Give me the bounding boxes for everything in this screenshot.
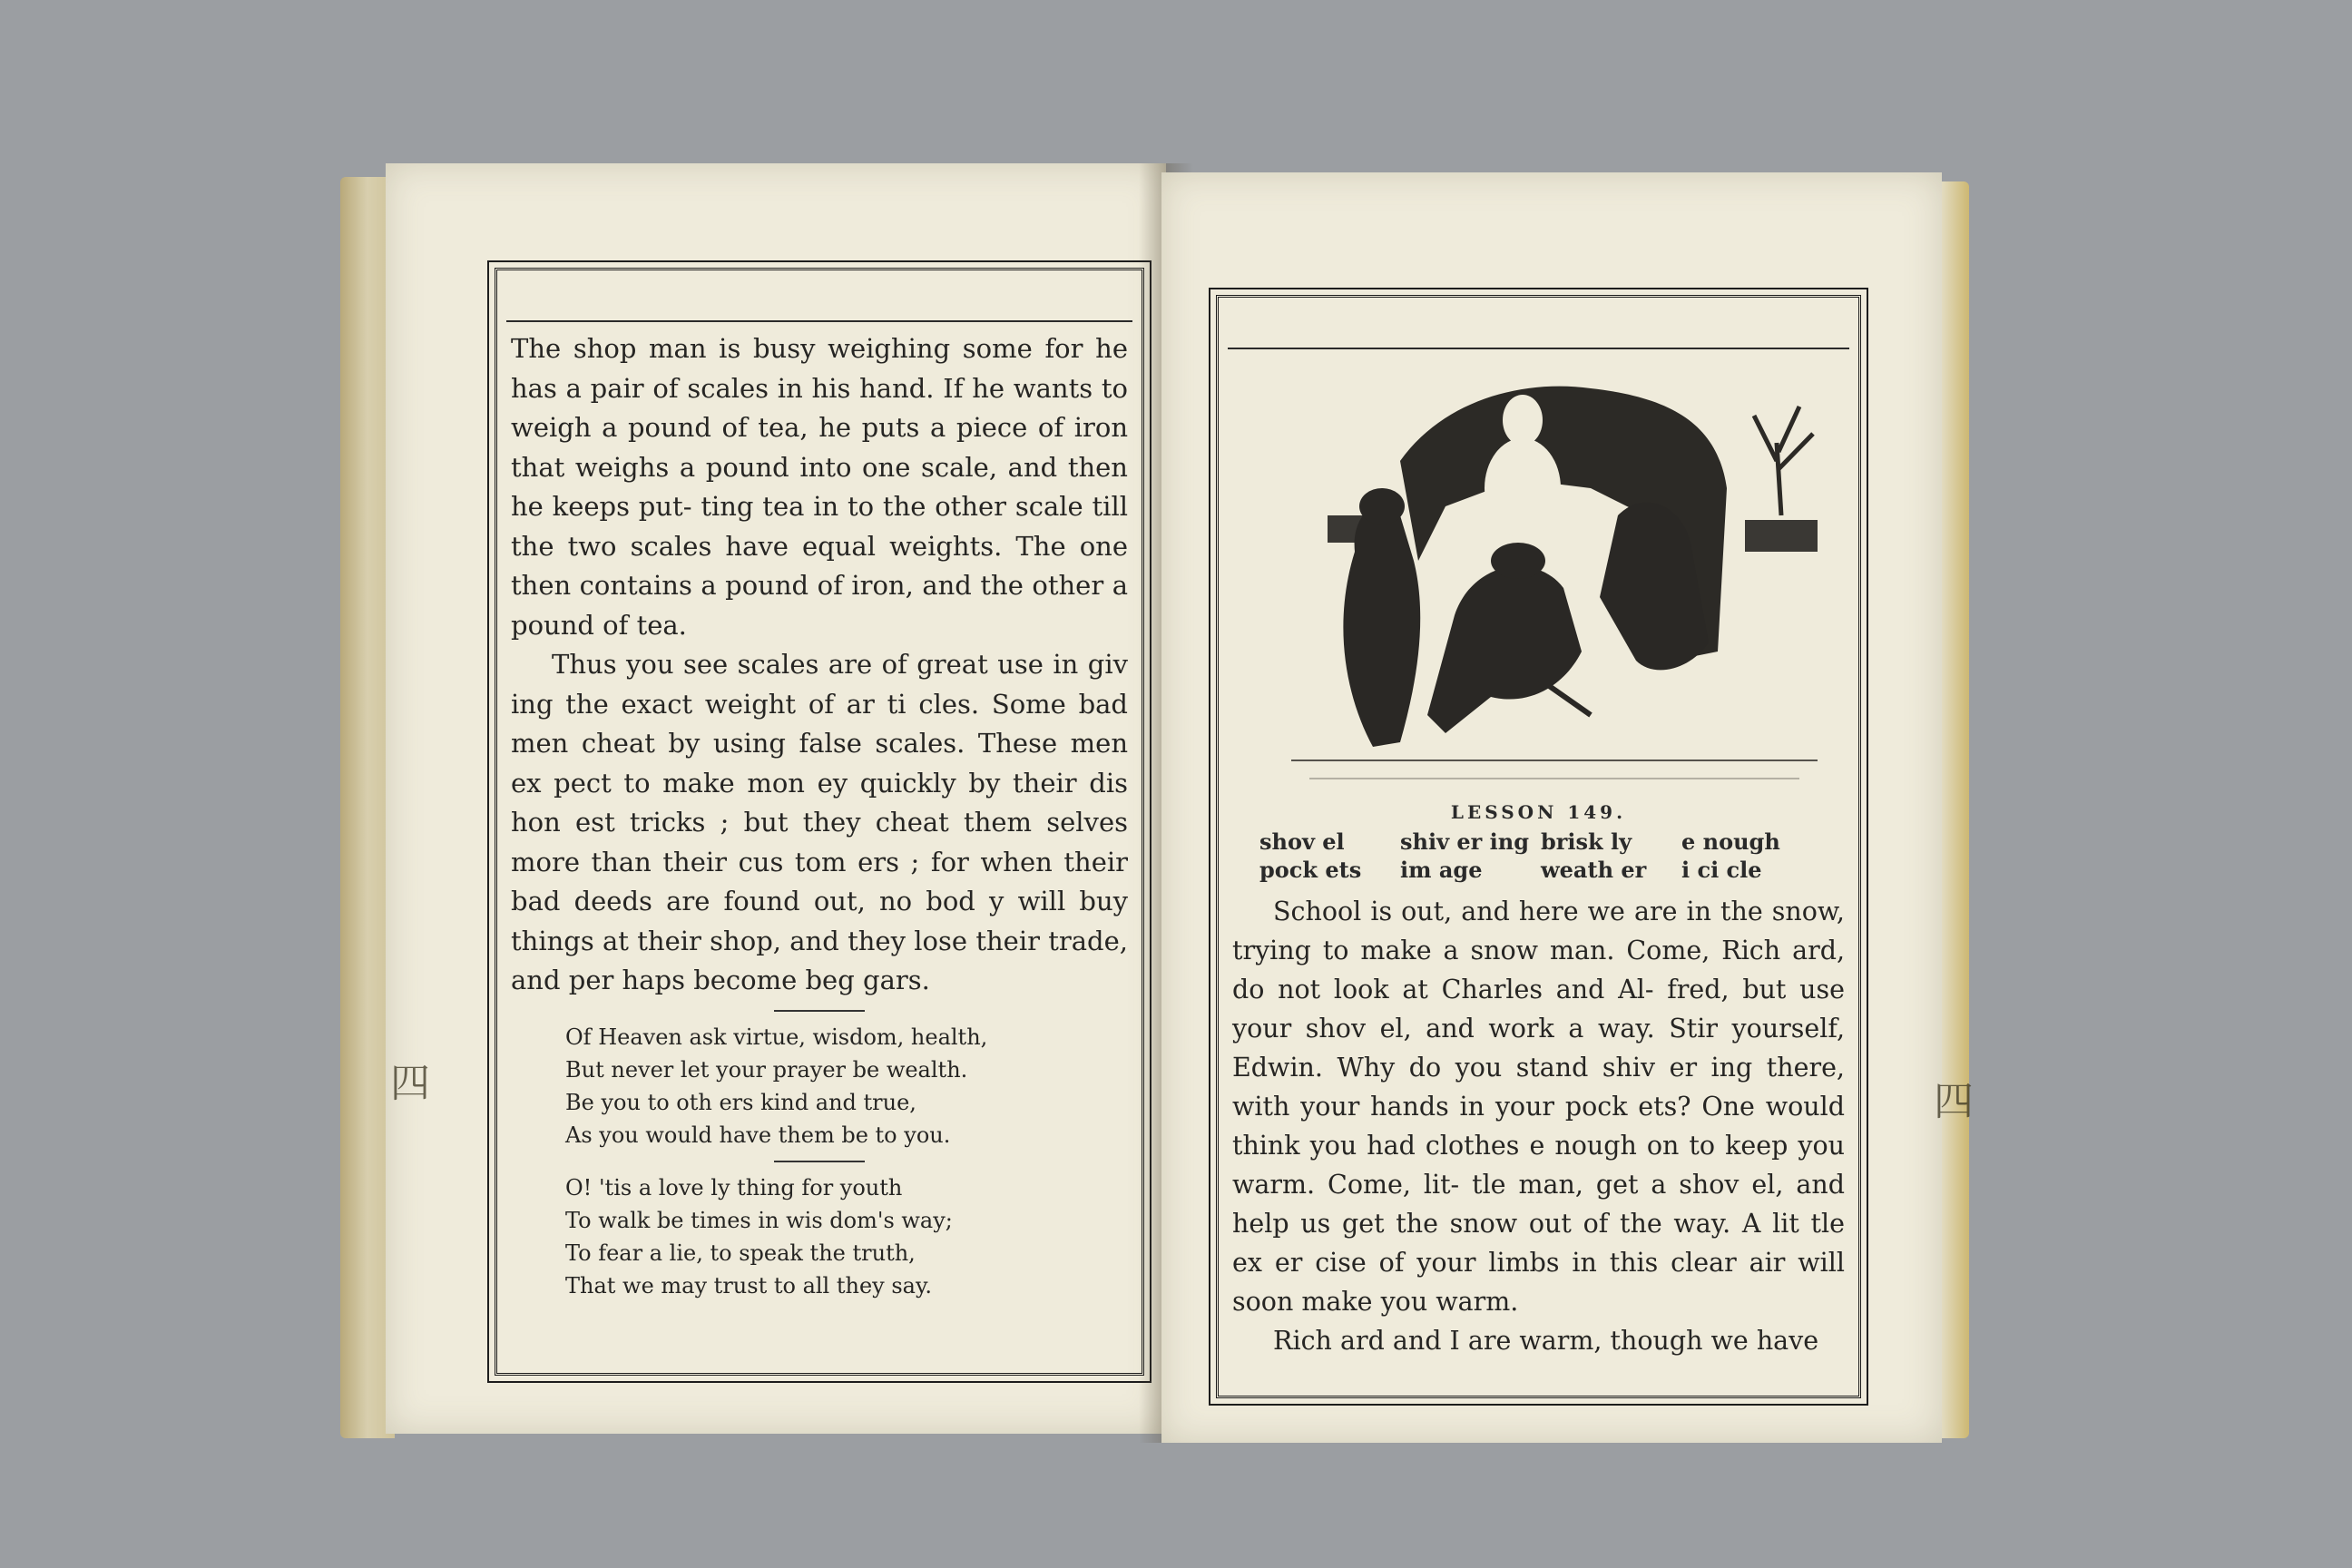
- vocab-word: pock ets: [1259, 857, 1362, 883]
- poem-divider-1: [774, 1010, 865, 1012]
- poem-divider-2: [774, 1161, 865, 1162]
- vocab-word: i ci cle: [1681, 857, 1762, 883]
- right-page-side-mark: 四: [1926, 1080, 1973, 1120]
- left-page-frame: [495, 268, 1144, 1376]
- left-paragraph-2: Thus you see scales are of great use in giv ing the exact weight of ar ti cles. Some bad men cheat by using false scales. These men ex pect to make mon ey quickly by their dis hon est tricks ; but they cheat them selves more than their cus tom ers ; for when their bad deeds are found out, no bod y will buy things at their shop, and they lose their trade, and per haps become beg gars.: [511, 649, 1128, 995]
- right-page-frame: [1216, 295, 1861, 1398]
- poem-2-line-1: O! 'tis a love ly thing for youth: [565, 1174, 903, 1200]
- poem-1-line-2: But never let your prayer be wealth.: [565, 1056, 968, 1083]
- vocab-word: im age: [1400, 857, 1483, 883]
- vocabulary-list: [1259, 828, 1822, 883]
- left-paragraph-1: The shop man is busy weighing some for he has a pair of scales in his hand. If he wants to weigh a pound of tea, he puts a piece of iron that weighs a pound into one scale, and then he keeps put- ting tea in to the other scale till the two scales have equal weights. The one then contains a pound of iron, and the other a pound of tea.: [511, 333, 1128, 641]
- left-header-rule: [506, 320, 1132, 322]
- vocab-word: shiv er ing: [1400, 828, 1529, 855]
- poem-1: [565, 1021, 1128, 1152]
- left-page: [383, 163, 1166, 1434]
- poem-1-line-1: Of Heaven ask virtue, wisdom, health,: [565, 1024, 988, 1050]
- lesson-title: LESSON 149.: [1450, 801, 1627, 823]
- right-paragraph-1: School is out, and here we are in the snow, trying to make a snow man. Come, Rich ard, do not look at Charles and Al- fred, but use your shov el, and work a way. Stir yourself, Edwin. Why do you stand shiv er ing there, with your hands in your pock ets? One would think you had clothes e nough on to keep you warm. Come, lit- tle man, get a shov el, and help us get the snow out of the way. A lit tle ex er cise of your limbs in this clear air will soon make you warm.: [1232, 897, 1845, 1317]
- right-paragraph-2: Rich ard and I are warm, though we have: [1273, 1326, 1819, 1356]
- right-page: [1161, 172, 1973, 1443]
- vocab-word: weath er: [1541, 857, 1647, 883]
- poem-1-line-3: Be you to oth ers kind and true,: [565, 1089, 916, 1115]
- open-book: [340, 163, 1973, 1452]
- snowman-woodcut-illustration: [1291, 379, 1818, 797]
- right-header-rule: [1228, 348, 1849, 349]
- vocab-word: shov el: [1259, 828, 1345, 855]
- poem-1-line-4: As you would have them be to you.: [565, 1122, 951, 1148]
- poem-2-line-3: To fear a lie, to speak the truth,: [565, 1240, 916, 1266]
- vocab-word: e nough: [1681, 828, 1780, 855]
- poem-2-line-4: That we may trust to all they say.: [565, 1272, 932, 1298]
- right-page-edges: [1942, 181, 1969, 1438]
- vocab-word: brisk ly: [1541, 828, 1632, 855]
- right-page-text: [1232, 892, 1845, 1360]
- poem-2-line-2: To walk be times in wis dom's way;: [565, 1207, 953, 1233]
- left-page-side-mark: 四: [383, 1062, 429, 1102]
- left-page-text: [511, 329, 1128, 1302]
- poem-2: [565, 1171, 1128, 1302]
